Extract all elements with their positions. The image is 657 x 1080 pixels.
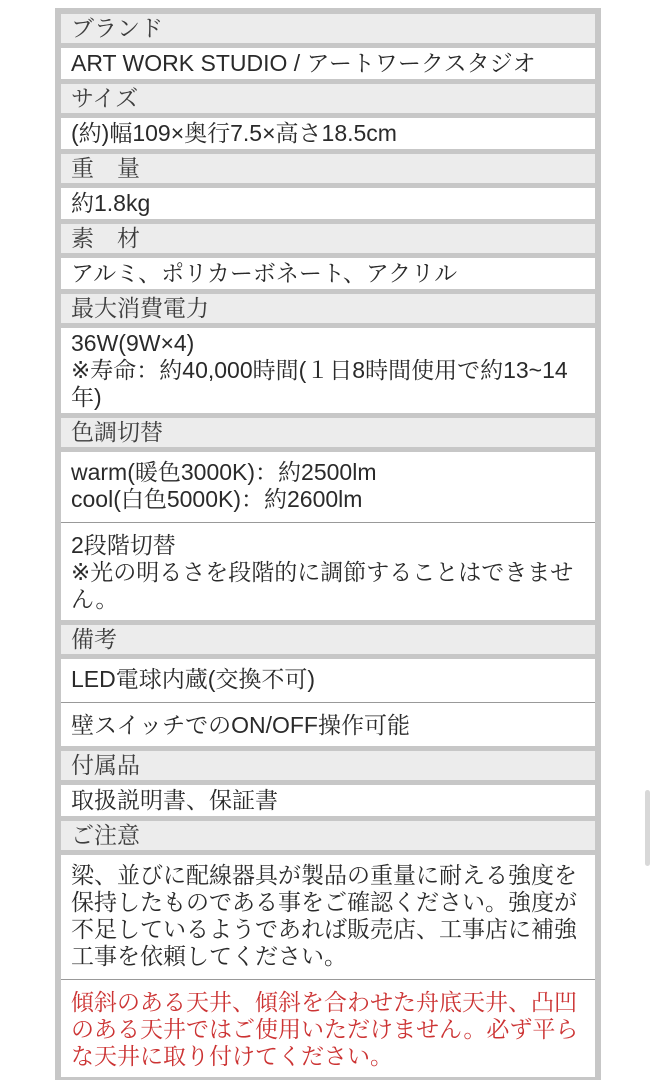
block-divider	[61, 522, 595, 523]
spec-text-line: 36W(9W×4)	[71, 330, 195, 356]
spec-text-line: 約1.8kg	[71, 190, 151, 216]
spec-block	[71, 862, 585, 970]
spec-header-brand: ブランド	[61, 14, 595, 43]
spec-text-line: (約)幅109×奥行7.5×高さ18.5cm	[71, 120, 397, 146]
spec-text-line: 梁、並びに配線器具が製品の重量に耐える強度を保持したものである事をご確認ください。強度が不足しているようであれば販売店、工事店に補強工事を依頼してください。	[71, 862, 577, 969]
spec-header-max-power: 最大消費電力	[61, 294, 595, 323]
spec-header-size: サイズ	[61, 84, 595, 113]
spec-block	[71, 459, 585, 513]
spec-block	[71, 712, 585, 739]
spec-value-max-power	[61, 328, 595, 413]
spec-value-color-mode	[61, 452, 595, 620]
spec-header-material: 素 材	[61, 224, 595, 253]
spec-text-line: ※寿命：約40,000時間(１日8時間使用で約13~14年)	[71, 357, 568, 410]
spec-value-size	[61, 118, 595, 149]
product-spec-table	[55, 8, 601, 1080]
scrollbar-thumb[interactable]	[645, 790, 650, 866]
spec-value-weight	[61, 188, 595, 219]
block-divider	[61, 979, 595, 980]
spec-header-remarks: 備考	[61, 625, 595, 654]
spec-value-brand	[61, 48, 595, 79]
spec-header-weight: 重 量	[61, 154, 595, 183]
spec-header-accessories: 付属品	[61, 751, 595, 780]
spec-text-line: ※光の明るさを段階的に調節することはできません。	[71, 559, 574, 612]
spec-text-line: LED電球内蔵(交換不可)	[71, 666, 316, 692]
spec-value-caution	[61, 855, 595, 1077]
spec-text-line: 2段階切替	[71, 532, 176, 558]
spec-text-line: ART WORK STUDIO / アートワークスタジオ	[71, 50, 536, 76]
spec-text-line: 傾斜のある天井、傾斜を合わせた舟底天井、凸凹のある天井ではご使用いただけません。必ず平らな天井に取り付けてください。	[71, 989, 579, 1069]
spec-text-line: 取扱説明書、保証書	[71, 787, 278, 813]
spec-text-line: 壁スイッチでのON/OFF操作可能	[71, 712, 410, 738]
spec-value-material	[61, 258, 595, 289]
spec-header-caution: ご注意	[61, 821, 595, 850]
spec-value-remarks	[61, 659, 595, 746]
spec-text-line: cool(白色5000K)：約2600lm	[71, 486, 363, 512]
block-divider	[61, 702, 595, 703]
spec-block-caution	[71, 989, 585, 1070]
spec-block	[71, 532, 585, 613]
spec-block	[71, 666, 585, 693]
spec-value-accessories	[61, 785, 595, 816]
spec-text-line: アルミ、ポリカーボネート、アクリル	[71, 260, 458, 286]
spec-header-color-mode: 色調切替	[61, 418, 595, 447]
spec-text-line: warm(暖色3000K)：約2500lm	[71, 459, 377, 485]
